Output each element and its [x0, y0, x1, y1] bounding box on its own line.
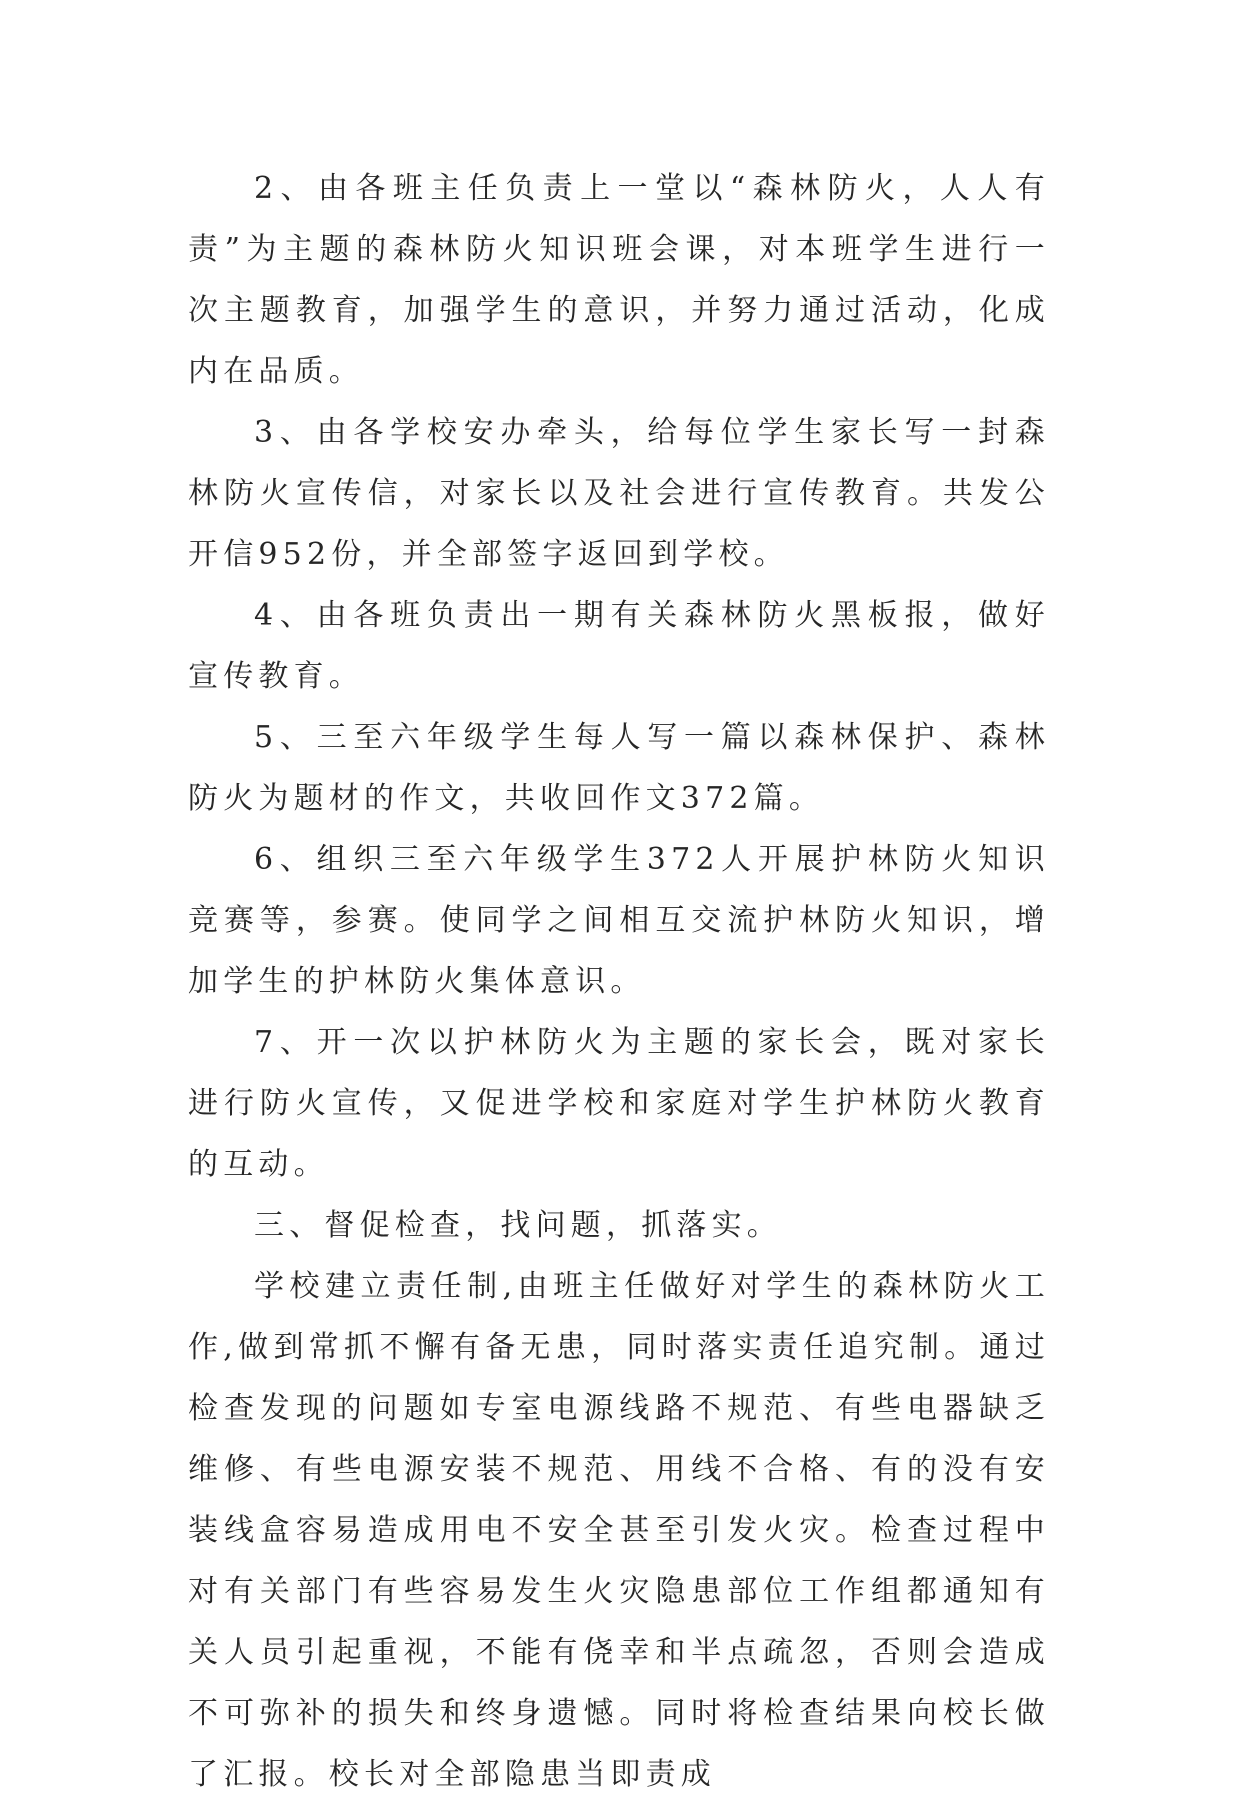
- paragraph-item-3: 3、由各学校安办牵头，给每位学生家长写一封森林防火宣传信，对家长以及社会进行宣传教育。共发公开信952份，并全部签字返回到学校。: [188, 415, 1050, 572]
- paragraph-item-6: 6、组织三至六年级学生372人开展护林防火知识竞赛等，参赛。使同学之间相互交流护林防火知识，增加学生的护林防火集体意识。: [188, 842, 1050, 999]
- responsibility-paragraph: 学校建立责任制,由班主任做好对学生的森林防火工作,做到常抓不懈有备无患，同时落实责任追究制。通过检查发现的问题如专室电源线路不规范、有些电器缺乏维修、有些电源安装不规范、用线不合格、有的没有安装线盒容易造成用电不安全甚至引发火灾。检查过程中对有关部门有些容易发生火灾隐患部位工作组都通知有关人员引起重视，不能有侥幸和半点疏忽，否则会造成不可弥补的损失和终身遗憾。同时将检查结果向校长做了汇报。校长对全部隐患当即责成: [188, 1269, 1050, 1792]
- paragraph-item-5: 5、三至六年级学生每人写一篇以森林保护、森林防火为题材的作文，共收回作文372篇。: [188, 720, 1050, 816]
- document-body: [188, 158, 1050, 1805]
- paragraph-item-4: 4、由各班负责出一期有关森林防火黑板报，做好宣传教育。: [188, 598, 1050, 694]
- paragraph-item-2: 2、由各班主任负责上一堂以“森林防火，人人有责”为主题的森林防火知识班会课，对本班学生进行一次主题教育，加强学生的意识，并努力通过活动，化成内在品质。: [188, 171, 1050, 389]
- section-heading-3: 三、督促检查，找问题，抓落实。: [254, 1208, 782, 1243]
- paragraph-item-7: 7、开一次以护林防火为主题的家长会，既对家长进行防火宣传，又促进学校和家庭对学生护林防火教育的互动。: [188, 1025, 1050, 1182]
